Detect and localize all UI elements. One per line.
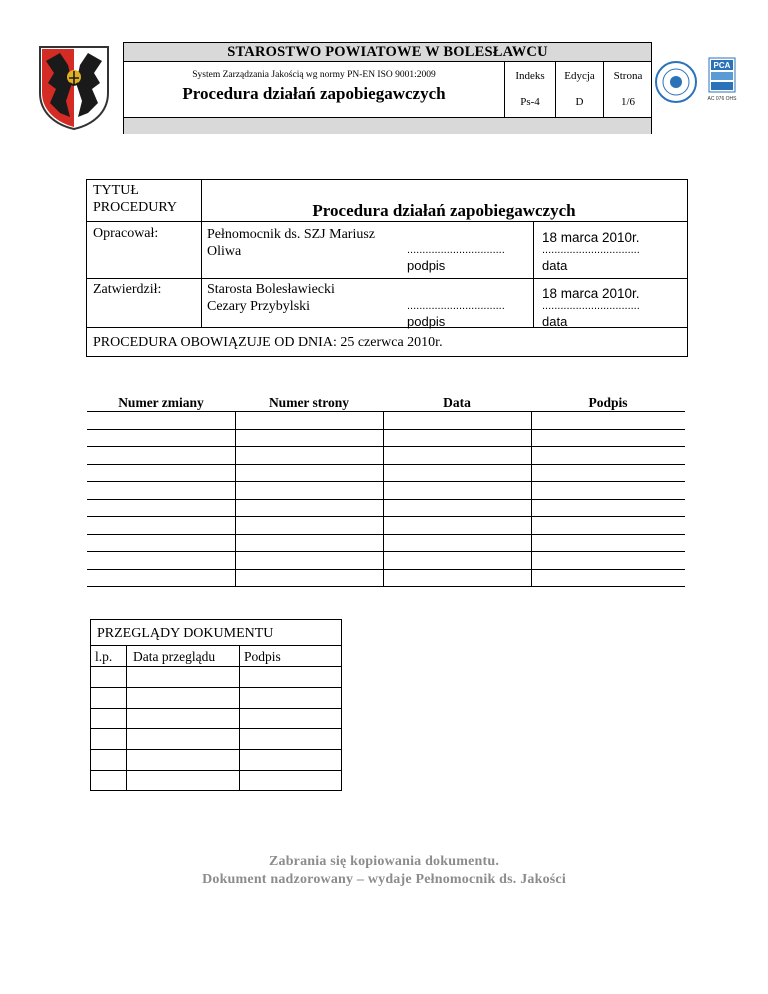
change-log-cell (87, 499, 235, 517)
approved-by-person: Cezary Przybylski (207, 299, 311, 314)
edition-value: D (575, 96, 584, 108)
prepared-sign-label: podpis (407, 258, 446, 273)
change-log-cell (87, 482, 235, 500)
change-log-row (87, 499, 685, 517)
footer-note (0, 853, 768, 889)
cert-logo-sub: AC 076 OHS (707, 96, 737, 102)
change-log-cell (87, 412, 235, 430)
change-log-cell (383, 569, 531, 587)
document-review-table (90, 619, 342, 791)
page-cell (603, 62, 652, 117)
col-signature: Podpis (531, 394, 685, 412)
change-log-cell (235, 499, 383, 517)
change-log-row (87, 569, 685, 587)
footer-line-2: Dokument nadzorowany – wydaje Pełnomocnik ds. Jakości (202, 872, 566, 887)
change-log-cell (235, 517, 383, 535)
change-log-cell (531, 429, 685, 447)
change-log-cell (383, 464, 531, 482)
change-log-cell (235, 569, 383, 587)
change-log-cell (531, 447, 685, 465)
change-log-cell (531, 517, 685, 535)
change-log-cell (383, 499, 531, 517)
change-log-cell (87, 569, 235, 587)
col-date: Data (383, 394, 531, 412)
change-log-cell (87, 517, 235, 535)
change-log-row (87, 482, 685, 500)
change-log-cell (531, 534, 685, 552)
review-col-signature: Podpis (244, 649, 281, 664)
change-log-cell (383, 412, 531, 430)
review-row-line (91, 770, 341, 771)
change-log-cell (87, 429, 235, 447)
approved-date-label: data (542, 314, 568, 329)
review-title: PRZEGLĄDY DOKUMENTU (97, 626, 274, 641)
page-value: 1/6 (620, 96, 636, 108)
change-log-row (87, 552, 685, 570)
change-log-cell (383, 429, 531, 447)
change-log-cell (383, 534, 531, 552)
change-log-cell (235, 429, 383, 447)
approved-date: 18 marca 2010r. (542, 286, 640, 301)
change-log-cell (531, 412, 685, 430)
change-log-cell (383, 517, 531, 535)
col-page-number: Numer strony (235, 394, 383, 412)
cert-logo-text: PCA (713, 61, 731, 70)
review-row-line (91, 728, 341, 729)
approved-sign-dots: ................................ (407, 300, 505, 312)
prepared-date-dots: ................................ (542, 244, 640, 256)
change-log-cell (87, 447, 235, 465)
change-log-cell (235, 482, 383, 500)
col-change-number: Numer zmiany (87, 394, 235, 412)
prepared-date: 18 marca 2010r. (542, 230, 640, 245)
change-log-cell (383, 482, 531, 500)
change-log-cell (531, 569, 685, 587)
approved-sign-label: podpis (407, 314, 446, 329)
change-log-cell (87, 534, 235, 552)
change-log-cell (235, 534, 383, 552)
edition-cell (555, 62, 603, 117)
change-log-row (87, 447, 685, 465)
review-row-line (91, 749, 341, 750)
prepared-label: Opracował: (93, 226, 159, 241)
approved-date-dots: ................................ (542, 300, 640, 312)
change-log-cell (235, 464, 383, 482)
change-log-cell (235, 552, 383, 570)
change-log-row (87, 429, 685, 447)
change-log-cell (235, 412, 383, 430)
change-log-cell (383, 552, 531, 570)
change-log-header-row (87, 394, 685, 412)
page-label: Strona (613, 70, 643, 82)
index-cell (504, 62, 555, 117)
footer-line-1: Zabrania się kopiowania dokumentu. (268, 854, 500, 869)
coat-of-arms-logo (36, 43, 112, 131)
review-col-lp: l.p. (95, 649, 113, 664)
change-log-row (87, 412, 685, 430)
index-value: Ps-4 (520, 96, 540, 108)
review-row-line (91, 687, 341, 688)
certification-logo (654, 56, 744, 108)
change-log-row (87, 534, 685, 552)
header-bottom-bar (124, 117, 651, 134)
change-log-table (87, 394, 685, 587)
change-log-cell (531, 464, 685, 482)
review-row-line (91, 708, 341, 709)
change-log-cell (235, 447, 383, 465)
header-doc-title: Procedura działań zapobiegawczych (182, 84, 446, 103)
change-log-cell (87, 552, 235, 570)
review-row-line (91, 666, 341, 667)
change-log-row (87, 517, 685, 535)
prepared-sign-dots: ................................ (407, 244, 505, 256)
header-info (124, 62, 651, 117)
change-log-cell (87, 464, 235, 482)
approved-label: Zatwierdził: (93, 282, 162, 297)
edition-label: Edycja (564, 70, 595, 82)
change-log-cell (531, 552, 685, 570)
procedure-title: Procedura działań zapobiegawczych (312, 201, 576, 220)
change-log-cell (531, 499, 685, 517)
document-header (123, 42, 652, 134)
title-label: TYTUŁ PROCEDURY (93, 183, 178, 215)
procedure-info-table (86, 179, 688, 357)
change-log-row (87, 464, 685, 482)
change-log-cell (383, 447, 531, 465)
valid-from: PROCEDURA OBOWIĄZUJE OD DNIA: 25 czerwca 2010r. (93, 335, 443, 350)
prepared-by: Pełnomocnik ds. SZJ Mariusz Oliwa (207, 227, 375, 259)
review-col-date: Data przeglądu (133, 649, 216, 664)
office-name: STAROSTWO POWIATOWE W BOLESŁAWCU (124, 43, 651, 62)
approved-by-name: Starosta Bolesławiecki (207, 282, 335, 297)
prepared-date-label: data (542, 258, 568, 273)
quality-system-note: System Zarządzania Jakością wg normy PN-EN ISO 9001:2009 (192, 70, 436, 80)
change-log-cell (531, 482, 685, 500)
index-label: Indeks (515, 70, 545, 82)
